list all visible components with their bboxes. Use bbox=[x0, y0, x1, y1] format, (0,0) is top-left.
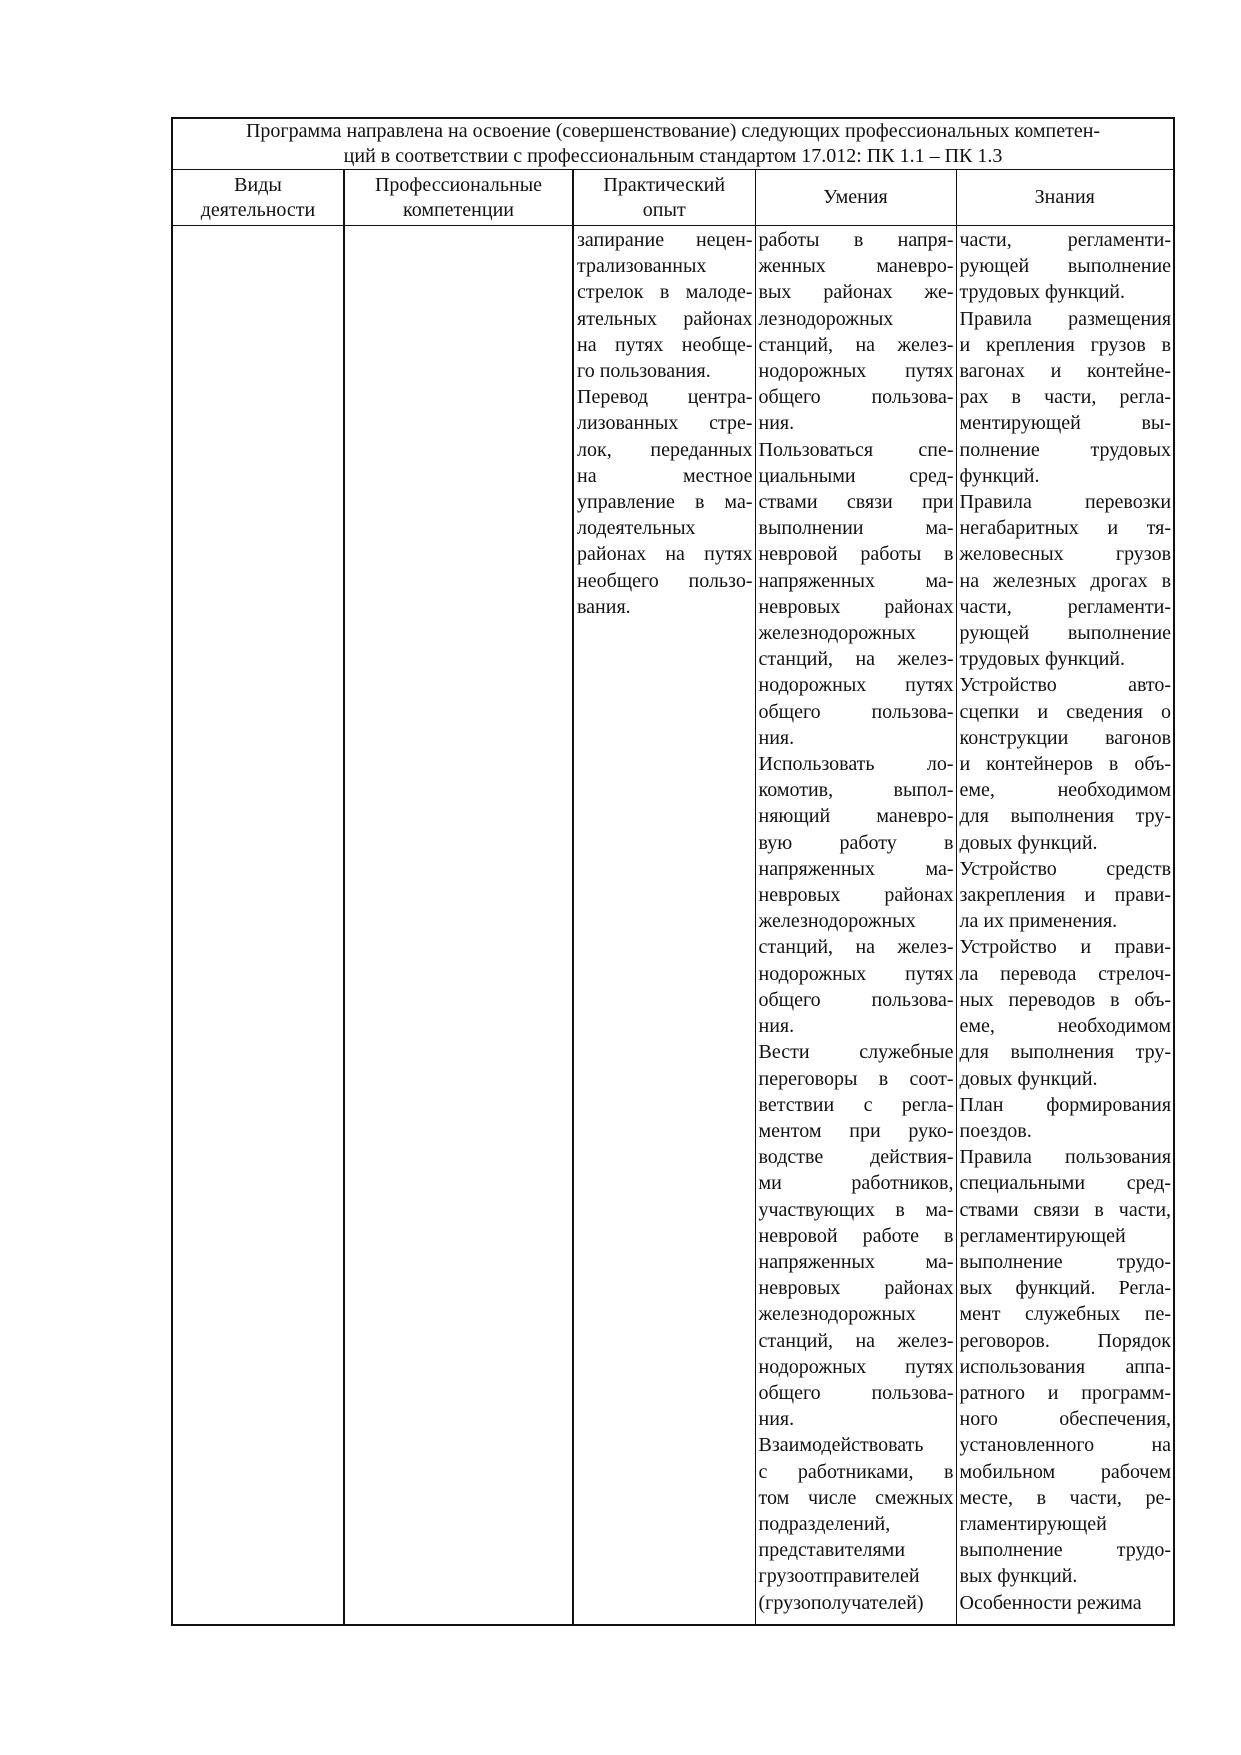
text-line: невровой работе в bbox=[758, 1224, 954, 1247]
text-line: вых функций. Регла- bbox=[959, 1277, 1172, 1300]
text-line: общего пользова- bbox=[758, 386, 954, 409]
text-line: нодорожных путях bbox=[758, 962, 954, 985]
text-line: напряженных ма- bbox=[758, 569, 954, 592]
header-practical-line-2: опыт bbox=[642, 198, 686, 221]
text-line: невровой работы в bbox=[758, 543, 954, 566]
text-line: части, регламенти- bbox=[959, 229, 1172, 251]
text-line: еме, необходимом bbox=[959, 1015, 1172, 1038]
text-line: лезнодорожных bbox=[758, 307, 894, 330]
text-line: ного обеспечения, bbox=[959, 1408, 1172, 1431]
text-line: Взаимодействовать bbox=[758, 1434, 924, 1457]
cell-skills bbox=[755, 226, 956, 1626]
header-activity-line-2: деятельности bbox=[200, 198, 316, 221]
text-line: вых функций. bbox=[959, 1565, 1078, 1588]
text-line: ветствии с регла- bbox=[758, 1093, 954, 1116]
text-line: ла перевода стрелоч- bbox=[959, 962, 1172, 985]
text-line: на железных дрогах в bbox=[959, 569, 1172, 592]
text-line: няющий маневро- bbox=[758, 805, 954, 828]
text-line: Устройство средств bbox=[959, 857, 1172, 880]
text-line: установленного на bbox=[959, 1434, 1172, 1457]
text-line: общего пользова- bbox=[758, 988, 954, 1011]
text-line: Правила размещения bbox=[959, 307, 1172, 330]
text-line: ратного и программ- bbox=[959, 1381, 1172, 1404]
text-line: на местное bbox=[577, 464, 753, 487]
text-line: ствами связи при bbox=[758, 491, 954, 514]
header-practical-line-1: Практический bbox=[603, 173, 726, 196]
text-line: напряженных ма- bbox=[758, 857, 954, 880]
text-line: закрепления и прави- bbox=[959, 884, 1172, 907]
text-line: рующей выполнение bbox=[959, 622, 1172, 645]
text-line: вую работу в bbox=[758, 831, 954, 854]
text-line: гламентирующей bbox=[959, 1512, 1107, 1535]
text-line: Устройство и прави- bbox=[959, 936, 1172, 959]
text-line: нодорожных путях bbox=[758, 674, 954, 697]
text-line: Устройство авто- bbox=[959, 674, 1172, 697]
text-line: невровых районах bbox=[758, 884, 954, 907]
text-line: грузоотправителей bbox=[758, 1565, 920, 1588]
text-line: невровых районах bbox=[758, 595, 954, 618]
text-line: мент служебных пе- bbox=[959, 1303, 1172, 1326]
text-line: реговоров. Порядок bbox=[959, 1329, 1172, 1352]
text-line: стрелок в малоде- bbox=[577, 281, 753, 304]
caption-line-1: Программа направлена на освоение (совершенствование) следующих профессиональных компетен- bbox=[245, 120, 1101, 142]
competency-table bbox=[171, 117, 1175, 1626]
text-line: участвующих в ма- bbox=[758, 1198, 954, 1221]
header-knowledge: Знания bbox=[956, 170, 1174, 226]
text-line: работы в напря- bbox=[758, 229, 954, 251]
text-line: рах в части, регла- bbox=[959, 386, 1172, 409]
cell-knowledge bbox=[956, 226, 1174, 1626]
table-caption bbox=[172, 118, 1174, 170]
text-line: водстве действия- bbox=[758, 1146, 954, 1169]
text-line: напряженных ма- bbox=[758, 1250, 954, 1273]
header-practical-experience bbox=[573, 170, 755, 226]
cell-competencies bbox=[344, 226, 573, 1626]
text-line: довых функций. bbox=[959, 1067, 1098, 1090]
text-line: Перевод центра- bbox=[577, 386, 753, 409]
text-line: использования аппа- bbox=[959, 1355, 1172, 1378]
text-line: Вести служебные bbox=[758, 1041, 954, 1064]
text-line: ния. bbox=[758, 726, 795, 749]
text-line: функций. bbox=[959, 464, 1040, 487]
text-line: Правила перевозки bbox=[959, 491, 1172, 514]
text-line: негабаритных и тя- bbox=[959, 517, 1172, 540]
text-line: станций, на желез- bbox=[758, 1329, 954, 1352]
text-line: запирание нецен- bbox=[577, 229, 753, 251]
text-line: управление в ма- bbox=[577, 491, 753, 514]
text-line: вагонах и контейне- bbox=[959, 360, 1172, 383]
text-line: для выполнения тру- bbox=[959, 805, 1172, 828]
header-competencies bbox=[344, 170, 573, 226]
text-line: общего пользова- bbox=[758, 700, 954, 723]
text-line: лодеятельных bbox=[577, 517, 696, 540]
text-line: желовесных грузов bbox=[959, 543, 1172, 566]
text-line: Пользоваться спе- bbox=[758, 438, 954, 461]
text-line: рующей выполнение bbox=[959, 255, 1172, 278]
text-line: с работниками, в bbox=[758, 1460, 954, 1483]
text-line: комотив, выпол- bbox=[758, 779, 954, 802]
text-line: довых функций. bbox=[959, 831, 1098, 854]
text-line: циальными сред- bbox=[758, 464, 954, 487]
text-line: железнодорожных bbox=[758, 622, 916, 645]
text-line: поездов. bbox=[959, 1119, 1032, 1142]
text-line: Использовать ло- bbox=[758, 753, 954, 776]
text-line: вых районах же- bbox=[758, 281, 954, 304]
text-line: го пользования. bbox=[577, 360, 711, 383]
text-line: Особенности режима bbox=[959, 1591, 1142, 1614]
text-line: станций, на желез- bbox=[758, 936, 954, 959]
text-line: ла их применения. bbox=[959, 910, 1118, 933]
text-line: ментирующей вы- bbox=[959, 412, 1172, 435]
caption-row bbox=[172, 118, 1174, 170]
text-line: женных маневро- bbox=[758, 255, 954, 278]
header-activity-types bbox=[172, 170, 344, 226]
text-line: нодорожных путях bbox=[758, 1355, 954, 1378]
text-line: подразделений, bbox=[758, 1512, 891, 1535]
text-line: месте, в части, ре- bbox=[959, 1486, 1172, 1509]
text-line: районах на путях bbox=[577, 543, 753, 566]
text-line: том числе смежных bbox=[758, 1486, 954, 1509]
text-line: железнодорожных bbox=[758, 910, 916, 933]
text-line: ментом при руко- bbox=[758, 1119, 954, 1142]
text-line: еме, необходимом bbox=[959, 779, 1172, 802]
text-line: невровых районах bbox=[758, 1277, 954, 1300]
header-competencies-line-1: Профессиональные bbox=[374, 173, 543, 196]
text-line: ния. bbox=[758, 1015, 795, 1038]
cell-practical-experience bbox=[573, 226, 755, 1626]
text-line: станций, на желез- bbox=[758, 333, 954, 356]
text-line: План формирования bbox=[959, 1093, 1172, 1116]
text-line: ми работников, bbox=[758, 1172, 954, 1195]
text-line: трализованных bbox=[577, 255, 707, 278]
caption-line-2: ций в соответствии с профессиональным стандартом 17.012: ПК 1.1 – ПК 1.3 bbox=[343, 145, 1003, 167]
cell-activity-types bbox=[172, 226, 344, 1626]
text-line: мобильном рабочем bbox=[959, 1460, 1172, 1483]
header-activity-line-1: Виды bbox=[234, 173, 282, 196]
text-line: выполнение трудо- bbox=[959, 1250, 1172, 1273]
text-line: на путях необще- bbox=[577, 333, 753, 356]
text-line: ствами связи в части, bbox=[959, 1198, 1172, 1221]
text-line: переговоры в соот- bbox=[758, 1067, 954, 1090]
text-line: необщего пользо- bbox=[577, 569, 753, 592]
text-line: станций, на желез- bbox=[758, 648, 954, 671]
text-line: полнение трудовых bbox=[959, 438, 1172, 461]
text-line: для выполнения тру- bbox=[959, 1041, 1172, 1064]
text-line: регламентирующей bbox=[959, 1224, 1126, 1247]
text-line: выполнении ма- bbox=[758, 517, 954, 540]
header-skills: Умения bbox=[755, 170, 956, 226]
text-line: специальными сред- bbox=[959, 1172, 1172, 1195]
text-line: трудовых функций. bbox=[959, 648, 1126, 671]
text-line: ятельных районах bbox=[577, 307, 753, 330]
text-line: выполнение трудо- bbox=[959, 1539, 1172, 1562]
text-line: трудовых функций. bbox=[959, 281, 1126, 304]
text-line: лизованных стре- bbox=[577, 412, 753, 435]
text-line: железнодорожных bbox=[758, 1303, 916, 1326]
text-line: ных переводов в объ- bbox=[959, 988, 1172, 1011]
knowledge-text bbox=[960, 227, 1172, 1616]
text-line: ния. bbox=[758, 412, 795, 435]
text-line: вания. bbox=[577, 595, 631, 618]
text-line: и контейнеров в объ- bbox=[959, 753, 1171, 776]
text-line: (грузополучателей) bbox=[758, 1591, 924, 1614]
text-line: ния. bbox=[758, 1408, 795, 1431]
text-line: части, регламенти- bbox=[959, 595, 1172, 618]
practical-experience-text bbox=[577, 227, 753, 620]
text-line: и крепления грузов в bbox=[959, 333, 1172, 356]
text-line: конструкции вагонов bbox=[959, 726, 1172, 749]
header-row bbox=[172, 170, 1174, 226]
text-line: общего пользова- bbox=[758, 1381, 954, 1404]
text-line: представителями bbox=[758, 1539, 906, 1562]
skills-text bbox=[759, 227, 954, 1616]
header-competencies-line-2: компетенции bbox=[403, 198, 514, 221]
text-line: лок, переданных bbox=[577, 438, 753, 461]
text-line: Правила пользования bbox=[959, 1146, 1172, 1169]
text-line: сцепки и сведения о bbox=[959, 700, 1172, 723]
text-line: нодорожных путях bbox=[758, 360, 954, 383]
body-row bbox=[172, 226, 1174, 1626]
